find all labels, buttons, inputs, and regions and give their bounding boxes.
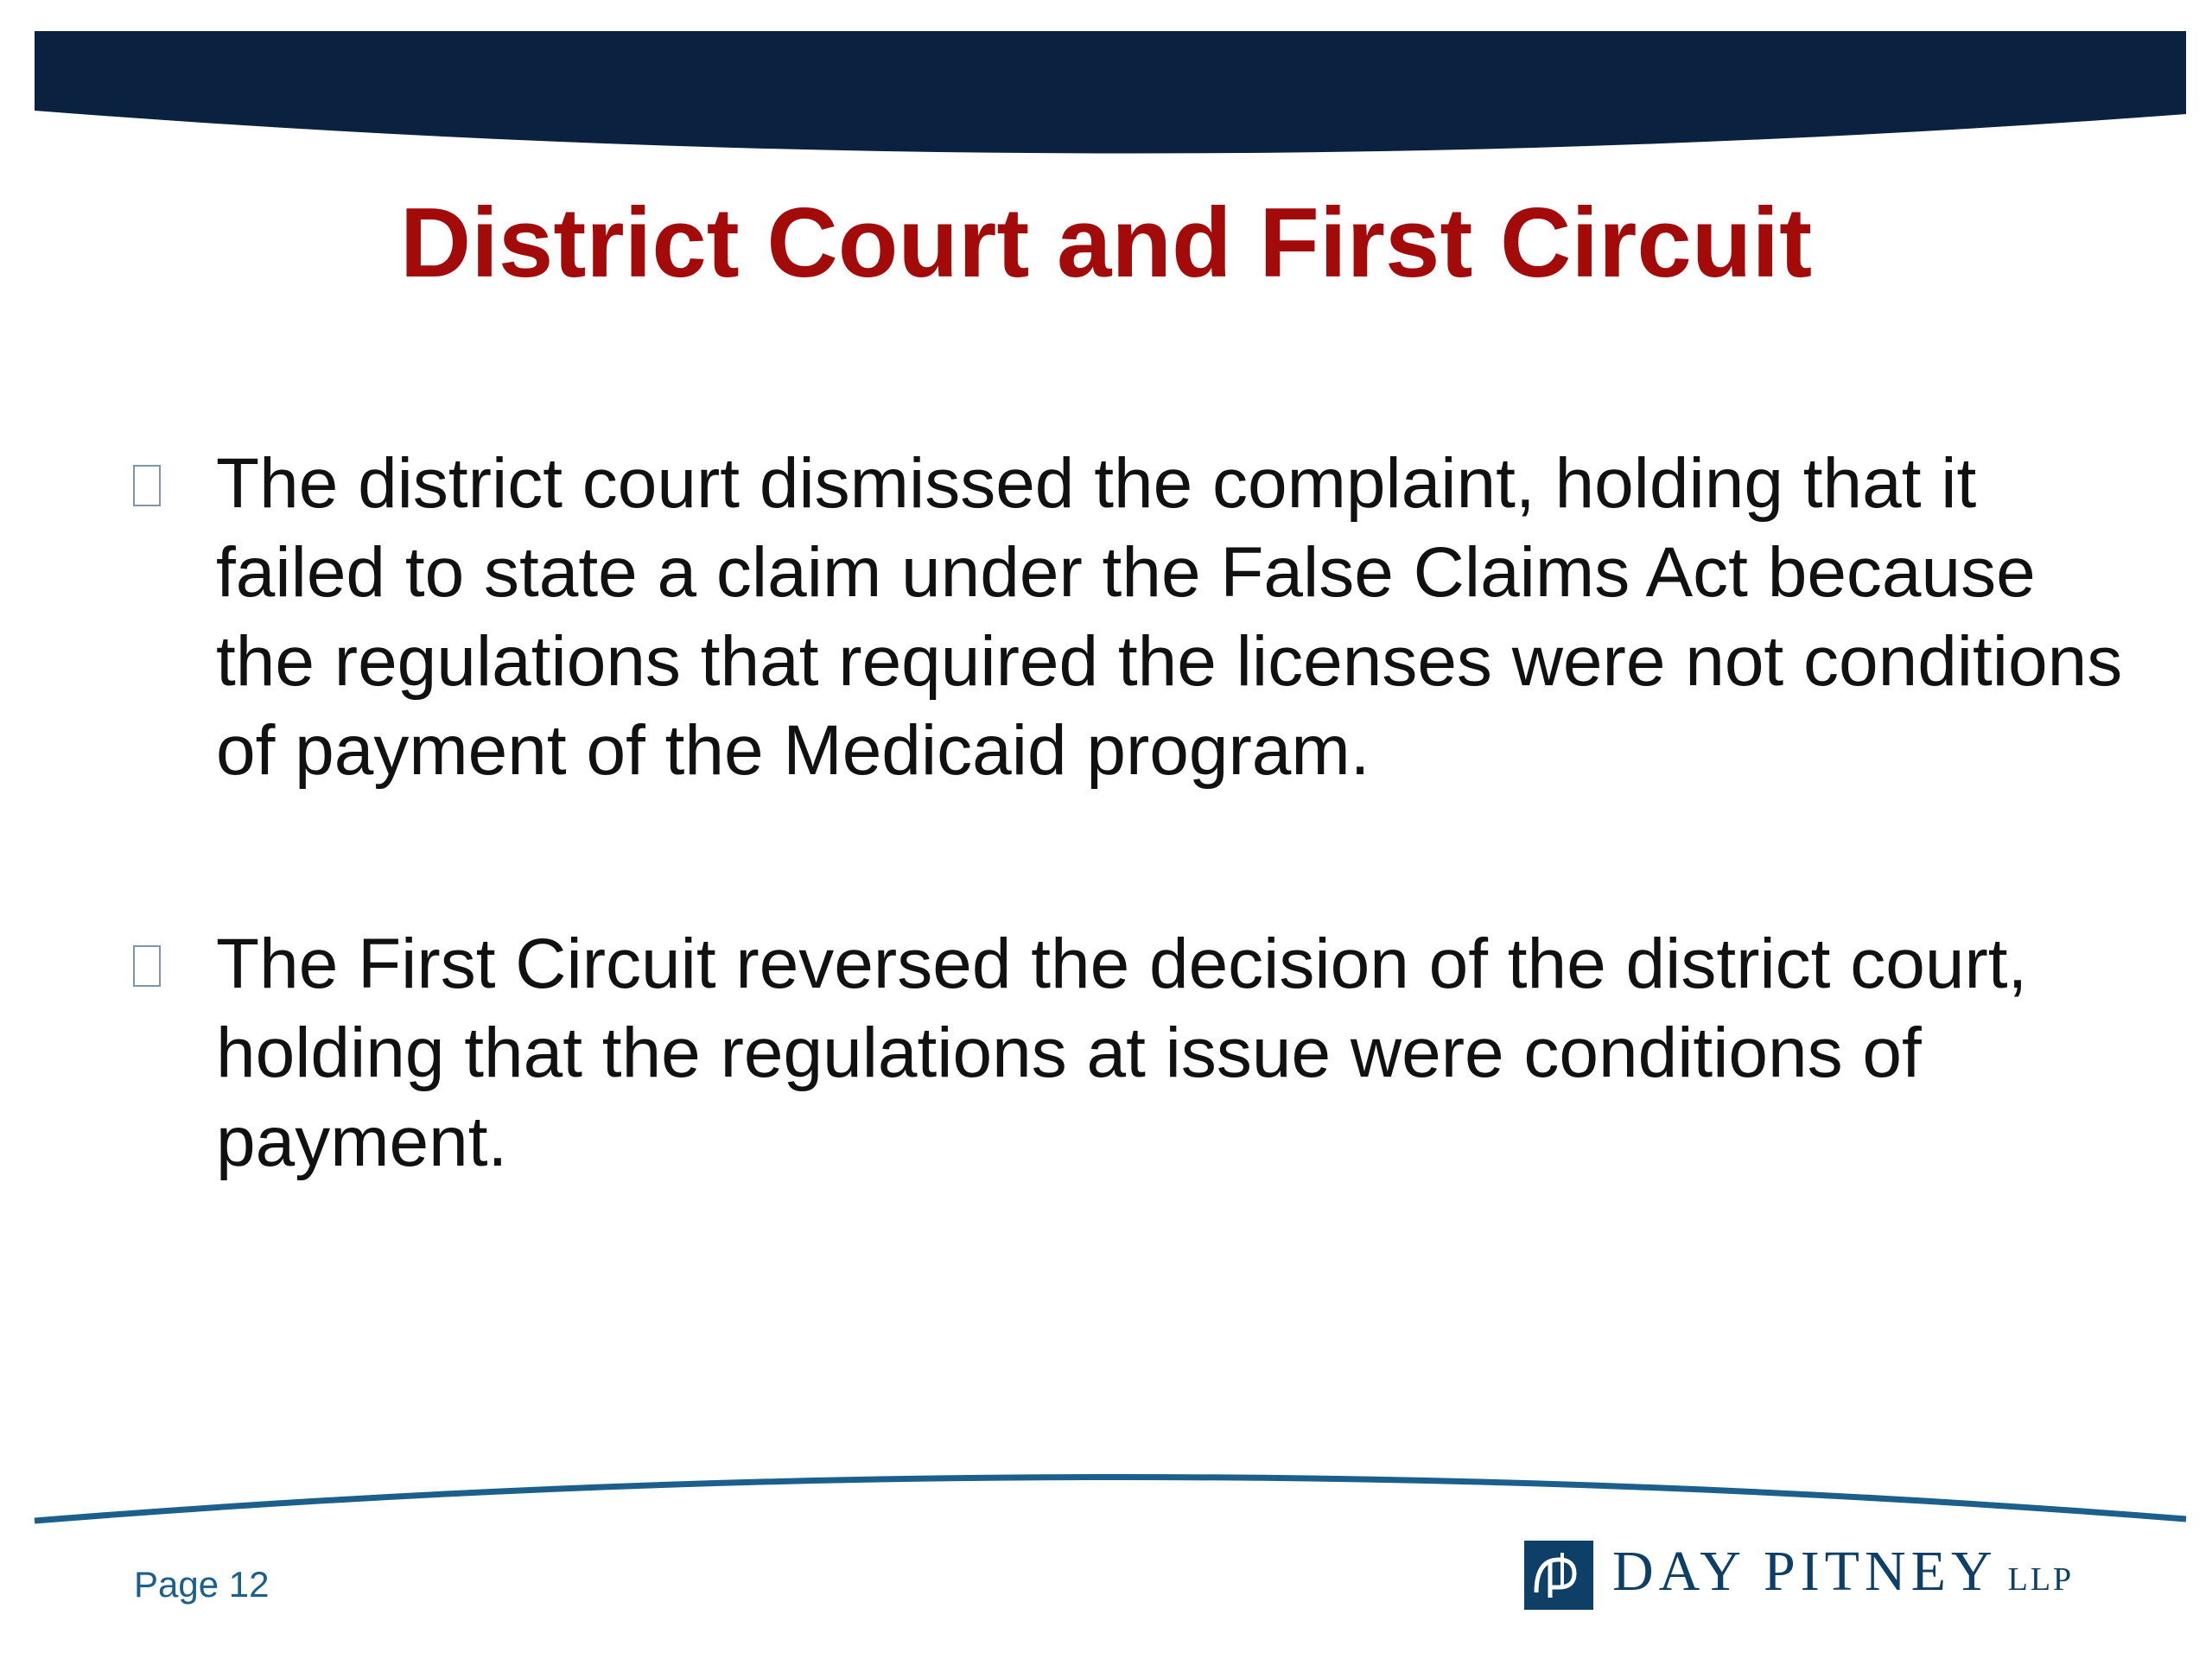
- bullet-item: [128, 919, 2115, 1186]
- footer-divider-curve: [0, 1460, 2212, 1529]
- logo-wordmark: [1612, 1537, 2074, 1614]
- square-bullet-icon: [133, 945, 161, 987]
- bullet-text: The district court dismissed the complaint, holding that it failed to state a claim under the False Claims Act because the regulations that required the licenses were not conditions of payment of the Medicaid program.: [216, 444, 2123, 790]
- firm-logo: [1524, 1540, 2074, 1611]
- bullet-list: [128, 439, 2123, 1311]
- bullet-text: The First Circuit reversed the decision of the district court, holding that the regulations at issue were conditions of payment.: [216, 925, 2028, 1181]
- top-banner: [0, 0, 2212, 173]
- slide-title: District Court and First Circuit: [399, 188, 1813, 298]
- square-bullet-icon: [133, 465, 161, 506]
- logo-suffix: LLP: [2007, 1560, 2075, 1598]
- bullet-item: [128, 439, 2123, 795]
- day-pitney-monogram-icon: [1524, 1541, 1593, 1610]
- page-number: Page 12: [134, 1564, 270, 1605]
- logo-name: DAY PITNEY: [1612, 1539, 1998, 1603]
